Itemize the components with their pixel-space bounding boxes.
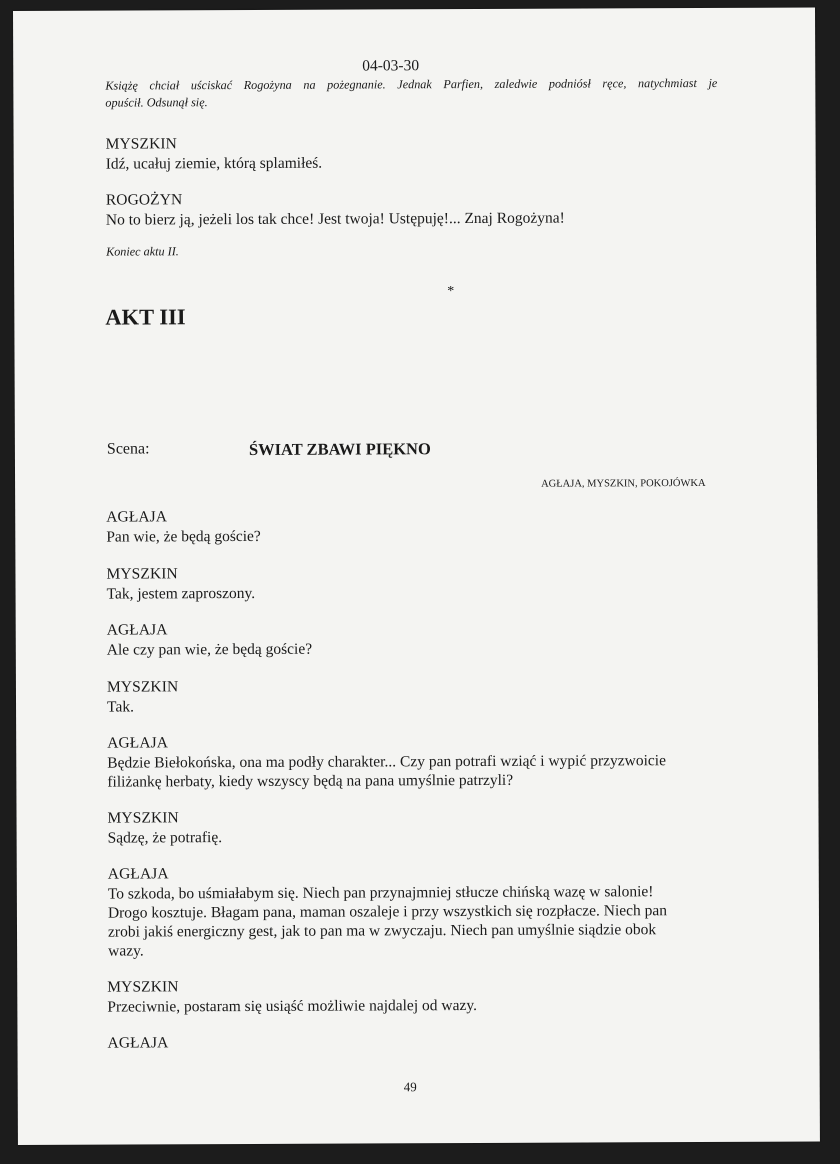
stage-direction-line: Książę chciał uściskać Rogożyna na pożegnanie. Jednak Parfien, zaledwie podniósł ręce, natychmiast je [105, 75, 718, 93]
speaker-name: MYSZKIN [106, 678, 179, 696]
dialogue-line: Pan wie, że będą goście? [106, 527, 261, 546]
header-date: 04-03-30 [362, 57, 420, 75]
speaker-name: MYSZKIN [106, 565, 178, 583]
page-number: 49 [403, 1079, 417, 1095]
dialogue-line: Tak. [107, 698, 134, 716]
speaker-name: AGŁAJA [107, 1034, 169, 1052]
dialogue-line: zrobi jakiś energiczny gest, jak to pan ma w zwyczaju. Niech pan umyślnie siądzie obok [107, 921, 657, 941]
dialogue-line: wazy. [108, 942, 144, 960]
dialogue-line: filiżankę herbaty, kiedy wszyscy będą na pana umyślnie patrzyli? [107, 771, 514, 791]
speaker-name: AGŁAJA [107, 734, 169, 752]
dialogue-line: Drogo kosztuje. Błagam pana, maman oszaleje i przy wszystkich się rozpłacze. Niech pan [107, 902, 668, 922]
speaker-name: MYSZKIN [105, 135, 177, 153]
scene-title: ŚWIAT ZBAWI PIĘKNO [248, 439, 431, 459]
stage-direction-line: opuścił. Odsunął się. [105, 95, 208, 110]
dialogue-line: Idź, ucałuj ziemie, którą splamiłeś. [105, 154, 323, 173]
speaker-name: AGŁAJA [107, 865, 169, 883]
scene-label: Scena: [106, 440, 150, 458]
act-title: AKT III [105, 304, 186, 330]
dialogue-line: Tak, jestem zaproszony. [106, 584, 256, 603]
section-separator: * [447, 284, 455, 300]
dialogue-line: Ale czy pan wie, że będą goście? [106, 640, 313, 659]
speaker-name: MYSZKIN [107, 809, 179, 827]
document-page [13, 8, 820, 1145]
speaker-name: AGŁAJA [106, 621, 168, 639]
dialogue-line: To szkoda, bo uśmiałabym się. Niech pan przynajmniej stłucze chińską wazę w salonie! [107, 883, 654, 903]
dialogue-line: Przeciwnie, postaram się usiąść możliwie najdalej od wazy. [107, 996, 477, 1016]
dialogue-line: No to bierz ją, jeżeli los tak chce! Jest twoja! Ustępuję!... Znaj Rogożyna! [105, 209, 565, 229]
speaker-name: ROGOŻYN [105, 191, 183, 209]
scene-cast: AGŁAJA, MYSZKIN, POKOJÓWKA [541, 477, 706, 490]
dialogue-line: Sądzę, że potrafię. [107, 829, 223, 847]
end-of-act-note: Koniec aktu II. [106, 244, 179, 259]
dialogue-line: Będzie Biełokońska, ona ma podły charakter... Czy pan potrafi wziąć i wypić przyzwoicie [107, 752, 666, 772]
speaker-name: AGŁAJA [106, 508, 168, 526]
speaker-name: MYSZKIN [107, 978, 179, 996]
